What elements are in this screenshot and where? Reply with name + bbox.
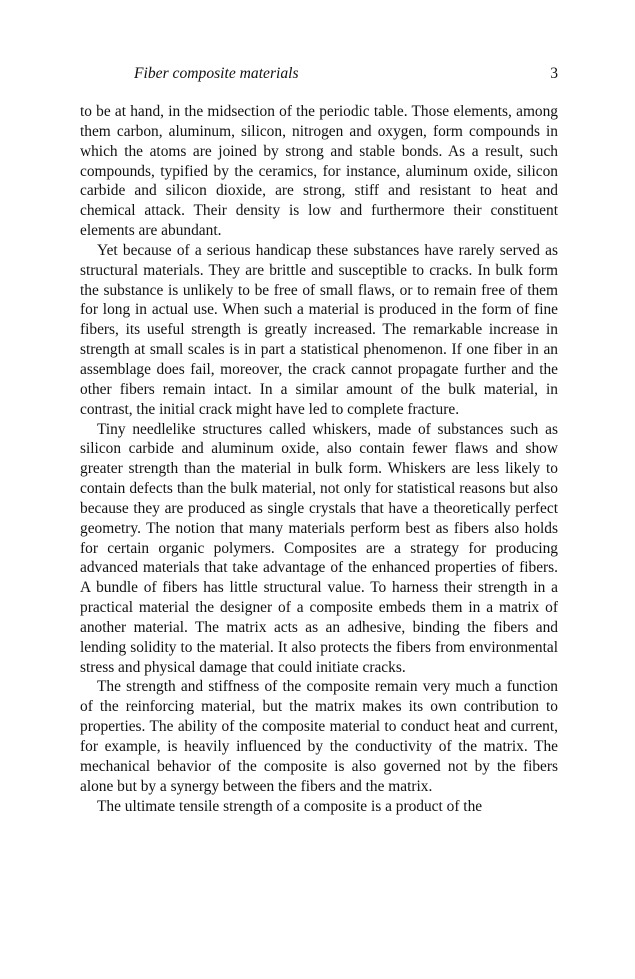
paragraph-matrix-properties: The strength and stiffness of the composite remain very much a function of the reinforcing material, but the matrix makes its own contribution to properties. The ability of the composite material to conduct heat and current, for example, is heavily influenced by the conductivity of the matrix. The mechanical behavior of the composite is also governed not by the fibers alone but by a synergy between the fibers and the matrix. — [80, 678, 558, 795]
running-title: Fiber composite materials — [134, 65, 299, 82]
paragraph-tensile-strength: The ultimate tensile strength of a composite is a product of the — [97, 797, 483, 815]
body-text — [80, 102, 558, 816]
paragraph-brittleness: Yet because of a serious handicap these substances have rarely served as structural materials. They are brittle and susceptible to cracks. In bulk form the substance is unlikely to be free of small flaws, or to remain free of them for long in actual use. When such a material is produced in the form of fine fibers, its useful strength is greatly increased. The remarkable increase in strength at small scales is in part a statistical phenomenon. If one fiber in an assemblage does fail, moreover, the crack cannot propagate further and the other fibers remain intact. In a similar amount of the bulk material, in contrast, the initial crack might have led to complete fracture. — [80, 241, 558, 418]
running-head — [80, 62, 558, 86]
paragraph-continuation: to be at hand, in the midsection of the periodic table. Those elements, among them carbon, aluminum, silicon, nitrogen and oxygen, form compounds in which the atoms are joined by strong and stable bonds. As a result, such compounds, typified by the ceramics, for instance, aluminum oxide, silicon carbide and silicon dioxide, are strong, stiff and resistant to heat and chemical attack. Their density is low and furthermore their constituent elements are abundant. — [80, 103, 558, 240]
paragraph-whiskers: Tiny needlelike structures called whiskers, made of substances such as silicon carbide and aluminum oxide, also contain fewer flaws and show greater strength than the material in bulk form. Whiskers are less likely to contain defects than the bulk material, not only for statistical reasons but also because they are produced as single crystals that have a theoretically perfect geometry. The notion that many materials perform best as fibers also holds for certain organic polymers. Composites are a strategy for producing advanced materials that take advantage of the enhanced properties of fibers. A bundle of fibers has little structural value. To harness their strength in a practical material the designer of a composite embeds them in a matrix of another material. The matrix acts as an adhesive, binding the fibers and lending solidity to the material. It also protects the fibers from environmental stress and physical damage that could initiate cracks. — [80, 420, 558, 676]
page-number: 3 — [550, 65, 558, 82]
book-page — [80, 62, 558, 816]
